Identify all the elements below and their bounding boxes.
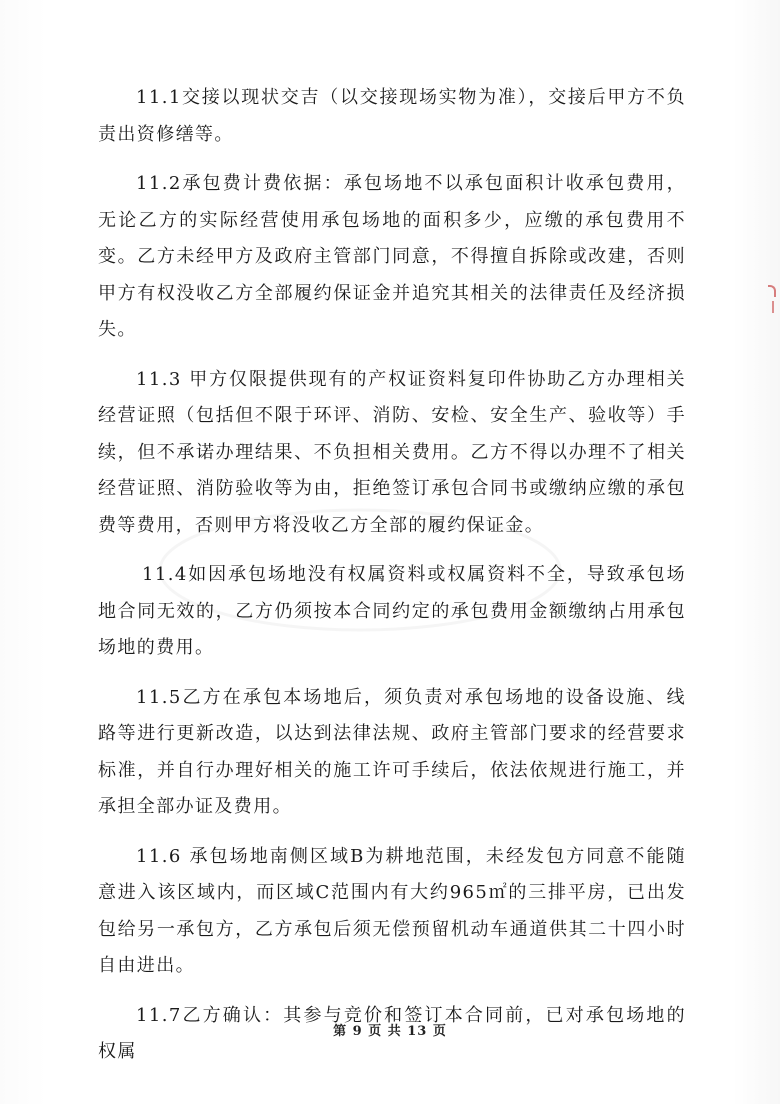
clause-11-4: 11.4如因承包场地没有权属资料或权属资料不全，导致承包场地合同无效的，乙方仍须按本合同约定的承包费用金额缴纳占用承包场地的费用。 bbox=[98, 564, 686, 658]
clause-11-2: 11.2承包费计费依据：承包场地不以承包面积计收承包费用，无论乙方的实际经营使用承包场地的面积多少，应缴的承包费用不变。乙方未经甲方及政府主管部门同意，不得擅自拆除或改建，否则甲方有权没收乙方全部履约保证金并追究其相关的法律责任及经济损失。 bbox=[98, 173, 686, 340]
clause-11-7: 11.7乙方确认：其参与竞价和签订本合同前，已对承包场地的权属 bbox=[98, 1004, 686, 1062]
seal-edge-stroke-bottom bbox=[768, 301, 774, 313]
seal-edge-mark bbox=[768, 285, 776, 315]
seal-edge-stroke-top bbox=[768, 285, 776, 297]
clause-11-6: 11.6 承包场地南侧区域B为耕地范围，未经发包方同意不能随意进入该区域内，而区域C范围内有大约965㎡的三排平房，已出发包给另一承包方，乙方承包后须无偿预留机动车通道供其二十四小时自由进出。 bbox=[98, 845, 686, 976]
clause-11-1: 11.1交接以现状交吉（以交接现场实物为准），交接后甲方不负责出资修缮等。 bbox=[98, 87, 686, 145]
page-number-footer: 第 9 页 共 13 页 bbox=[333, 1024, 447, 1039]
clause-11-3: 11.3 甲方仅限提供现有的产权证资料复印件协助乙方办理相关经营证照（包括但不限于环评、消防、安检、安全生产、验收等）手续，但不承诺办理结果、不负担相关费用。乙方不得以办理不了相关经营证照、消防验收等为由，拒绝签订承包合同书或缴纳应缴的承包费等费用，否则甲方将没收乙方全部的履约保证金。 bbox=[98, 368, 686, 536]
document-body bbox=[98, 80, 686, 1084]
clause-11-5: 11.5乙方在承包本场地后，须负责对承包场地的设备设施、线路等进行更新改造，以达到法律法规、政府主管部门要求的经营要求标准，并自行办理好相关的施工许可手续后，依法依规进行施工，并承担全部办证及费用。 bbox=[98, 686, 686, 817]
